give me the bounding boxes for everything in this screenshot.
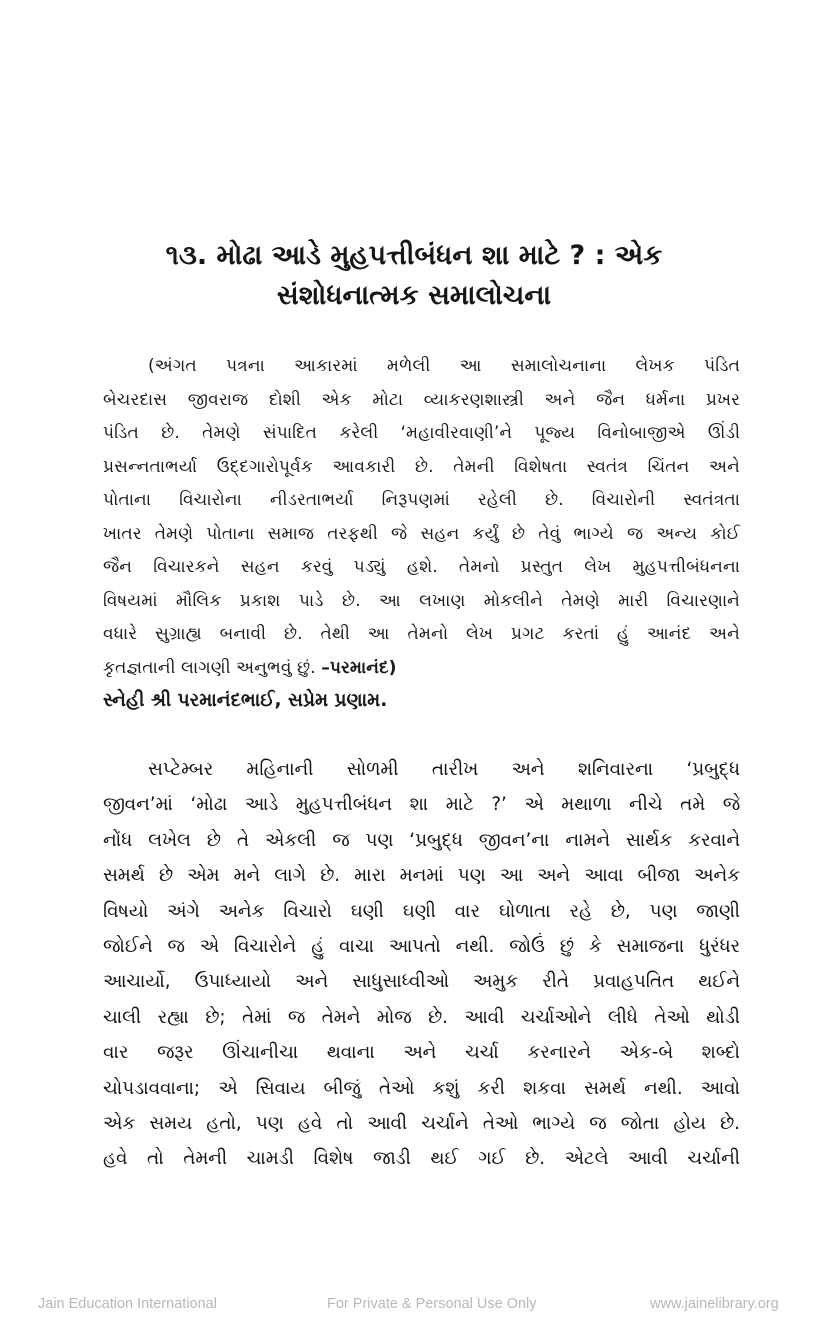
body-line: જોઈને જ એ વિચારોને હું વાચા આપતો નથી. જોઉં છું કે સમાજના ધુરંધર (103, 935, 740, 957)
body-line: એક સમય હતો, પણ હવે તો આવી ચર્ચાને તેઓ ભાગ્યે જ જોતા હોય છે. (103, 1112, 740, 1134)
editor-note-line: પંડિત છે. તેમણે સંપાદિત કરેલી ‘મહાવીરવાણી’ને પૂજ્ય વિનોબાજીએ ઊંડી (103, 423, 740, 443)
letter-body (103, 752, 740, 1177)
footer-usage-notice: For Private & Personal Use Only (327, 1296, 537, 1312)
body-line: જીવન’માં ‘મોઢા આડે મુહપત્તીબંધન શા માટે ?’ એ મથાળા નીચે તમે જે (103, 794, 740, 816)
body-line: ચોપડાવવાના; એ સિવાય બીજું તેઓ કશું કરી શકવા સમર્થ નથી. આવો (103, 1077, 740, 1099)
page-footer (0, 1296, 828, 1318)
body-line: સમર્થ છે એમ મને લાગે છે. મારા મનમાં પણ આ અને આવા બીજા અનેક (103, 865, 740, 887)
editor-note-line: બેચરદાસ જીવરાજ દોશી એક મોટા વ્યાકરણશાસ્ત્રી અને જૈન ધર્મના પ્રખર (103, 389, 740, 410)
body-line: નોંધ લખેલ છે તે એકલી જ પણ ‘પ્રબુદ્ધ જીવન’ના નામને સાર્થક કરવાને (103, 829, 740, 851)
footer-publisher: Jain Education International (38, 1296, 217, 1312)
chapter-title (80, 236, 748, 316)
letter-salutation: સ્નેહી શ્રી પરમાનંદભાઈ, સપ્રેમ પ્રણામ. (103, 690, 388, 711)
editor-signature: –પરમાનંદ) (321, 657, 397, 678)
editor-note-closing-text: કૃતજ્ઞતાની લાગણી અનુભવું છું. (103, 657, 322, 678)
footer-website-link[interactable]: www.jainelibrary.org (650, 1296, 779, 1312)
editor-note-line: (અંગત પત્રના આકારમાં મળેલી આ સમાલોચનાના લેખક પંડિત (148, 356, 740, 376)
body-line: ચાલી રહ્યા છે; તેમાં જ તેમને મોજ છે. આવી ચર્ચાઓને લીધે તેઓ થોડી (103, 1006, 740, 1028)
editor-note-last-line (103, 652, 740, 686)
body-line: આચાર્યો, ઉપાધ્યાયો અને સાધુસાધ્વીઓ અમુક રીતે પ્રવાહપતિત થઈને (103, 971, 740, 993)
editor-note-line: પોતાના વિચારોના નીડરતાભર્યા નિરૂપણમાં રહેલી છે. વિચારોની સ્વતંત્રતા (103, 490, 740, 510)
chapter-title-line-2: સંશોધનાત્મક સમાલોચના (276, 280, 552, 311)
editor-note-line: જૈન વિચારકને સહન કરવું પડ્યું હશે. તેમનો પ્રસ્તુત લેખ મુહપત્તીબંધનના (103, 557, 740, 577)
editor-note-line: ખાતર તેમણે પોતાના સમાજ તરફથી જે સહન કર્યું છે તેવું ભાગ્યે જ અન્ય કોઈ (103, 523, 740, 544)
editor-note-line: પ્રસન્નતાભર્યા ઉદ્દગારોપૂર્વક આવકારી છે. તેમની વિશેષતા સ્વતંત્ર ચિંતન અને (103, 456, 740, 477)
body-line: સપ્ટેમ્બર મહિનાની સોળમી તારીખ અને શનિવારના ‘પ્રબુદ્ધ (148, 759, 740, 780)
body-line: વાર જરૂર ઊંચાનીચા થવાના અને ચર્ચા કરનારને એક-બે શબ્દો (103, 1042, 740, 1064)
editor-note-line: વિષયમાં મૌલિક પ્રકાશ પાડે છે. આ લખાણ મોકલીને તેમણે મારી વિચારણાને (103, 590, 740, 611)
chapter-title-line-1: ૧૩. મોઢા આડે મુહપત્તીબંધન શા માટે ? : એક (165, 240, 663, 271)
editor-note-line: વધારે સુગ્રાહ્ય બનાવી છે. તેથી આ તેમનો લેખ પ્રગટ કરતાં હું આનંદ અને (103, 624, 740, 644)
body-line: હવે તો તેમની ચામડી વિશેષ જાડી થઈ ગઈ છે. એટલે આવી ચર્ચાની (103, 1148, 740, 1170)
body-line: વિષયો અંગે અનેક વિચારો ઘણી ઘણી વાર ઘોળાતા રહે છે, પણ જાણી (103, 900, 740, 922)
editor-note (103, 350, 740, 685)
